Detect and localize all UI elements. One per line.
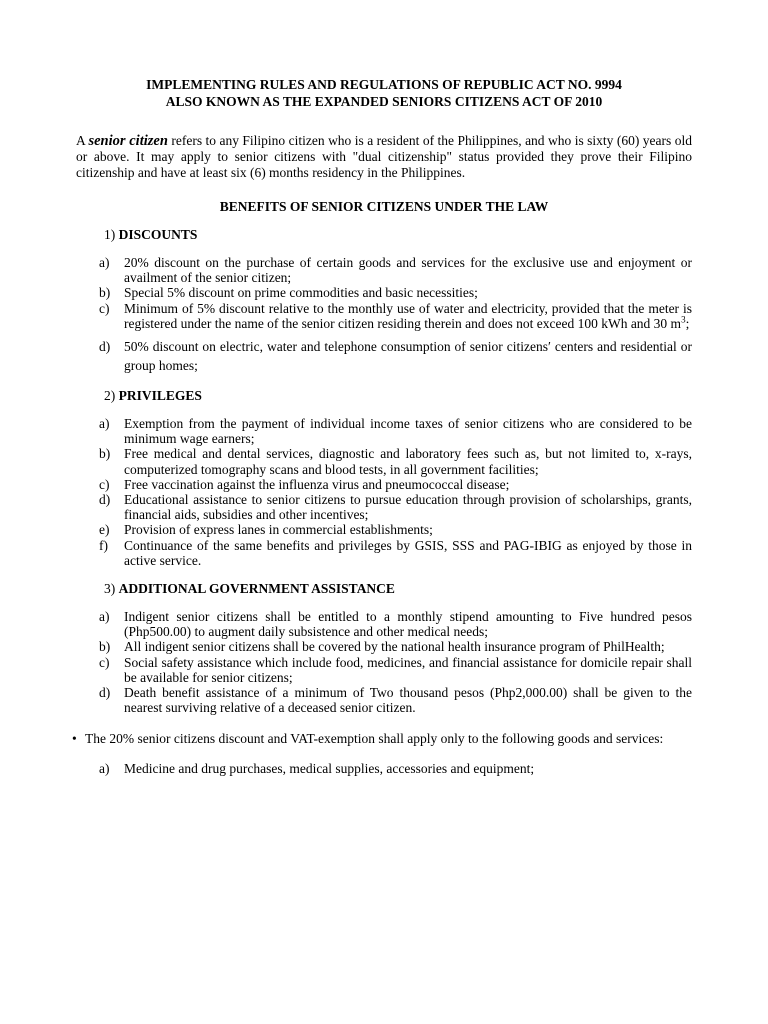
list-item-text: Indigent senior citizens shall be entitled to a monthly stipend amounting to Five hundred pesos (Php500.00) to augment daily subsistence and other medical needs;: [124, 609, 692, 640]
list-marker: b): [99, 285, 111, 301]
list-item-text: Free vaccination against the influenza virus and pneumococcal disease;: [124, 476, 510, 492]
list-item: [99, 654, 692, 685]
list-item-text: Medicine and drug purchases, medical supplies, accessories and equipment;: [124, 760, 535, 776]
list-item-text: Exemption from the payment of individual income taxes of senior citizens who are considered to be minimum wage earners;: [124, 416, 692, 447]
list-item: [99, 337, 692, 375]
list-marker: d): [99, 339, 111, 355]
senior-citizen-term: senior citizen: [88, 133, 168, 149]
list-marker: d): [99, 492, 111, 508]
list-item-text: Minimum of 5% discount relative to the monthly use of water and electricity, provided that the meter is registered under the name of the senior citizen residing therein and does not exceed 100 kWh and 30 m: [124, 300, 692, 331]
list-item: [99, 476, 692, 492]
section-heading-privileges: [104, 387, 692, 404]
list-item-text: 20% discount on the purchase of certain goods and services for the exclusive use and enjoyment or availment of the senior citizen;: [124, 255, 692, 286]
section-number: 1): [104, 227, 116, 242]
vat-note-text: The 20% senior citizens discount and VAT-exemption shall apply only to the following goods and services:: [85, 731, 664, 747]
list-item: [99, 492, 692, 523]
list-marker: e): [99, 522, 110, 538]
section-number: 3): [104, 581, 116, 597]
list-item: [99, 685, 692, 716]
list-marker: f): [99, 537, 108, 553]
bullet-marker: •: [72, 731, 77, 747]
privileges-list: [76, 416, 692, 568]
list-marker: a): [99, 760, 110, 776]
list-item-suffix: ;: [685, 315, 690, 331]
vat-goods-list: [76, 761, 692, 776]
discounts-list: [76, 255, 692, 375]
list-marker: c): [99, 300, 110, 316]
list-item-text: Special 5% discount on prime commodities and basic necessities;: [124, 285, 478, 301]
list-item-text: 50% discount on electric, water and telephone consumption of senior citizens′ centers and residential or group homes;: [124, 339, 692, 374]
list-marker: d): [99, 685, 111, 701]
list-item: [99, 522, 692, 538]
list-item-text: All indigent senior citizens shall be covered by the national health insurance program of PhilHealth;: [124, 639, 665, 655]
list-item-text: Death benefit assistance of a minimum of Two thousand pesos (Php2,000.00) shall be given to the nearest surviving relative of a deceased senior citizen.: [124, 685, 692, 716]
list-item: [99, 639, 692, 655]
section-heading-additional-assistance: [104, 580, 692, 597]
list-marker: a): [99, 609, 110, 625]
list-marker: c): [99, 476, 110, 492]
list-item: [99, 760, 692, 776]
title-line-1: IMPLEMENTING RULES AND REGULATIONS OF REPUBLIC ACT NO. 9994: [146, 77, 622, 92]
intro-paragraph: [76, 133, 692, 181]
list-item: [99, 446, 692, 477]
section-label: ADDITIONAL GOVERNMENT ASSISTANCE: [118, 581, 395, 597]
list-item: [99, 300, 692, 331]
list-marker: b): [99, 639, 111, 655]
list-item: [99, 285, 692, 301]
intro-prefix: A: [76, 133, 89, 148]
list-item: [99, 609, 692, 640]
assistance-list: [76, 609, 692, 715]
list-item: [99, 255, 692, 286]
list-marker: a): [99, 416, 110, 432]
intro-text: refers to any Filipino citizen who is a resident of the Philippines, and who is sixty (60) years old or above. It may apply to senior citizens with "dual citizenship" status provided they prove their Filipino citizenship and have at least six (6) months residency in the Philippines.: [76, 133, 692, 180]
list-item: [99, 416, 692, 447]
section-number: 2): [104, 388, 116, 404]
list-marker: a): [99, 255, 110, 270]
list-item-text: Free medical and dental services, diagnostic and laboratory fees such as, but not limited to, x-rays, computerized tomography scans and blood tests, in all government facilities;: [124, 446, 692, 477]
title-line-2: ALSO KNOWN AS THE EXPANDED SENIORS CITIZENS ACT OF 2010: [165, 94, 603, 109]
section-label: DISCOUNTS: [118, 227, 198, 242]
document-title: [76, 76, 692, 110]
section-label: PRIVILEGES: [118, 388, 202, 404]
list-item-text: Social safety assistance which include food, medicines, and financial assistance for domicile repair shall be available for senior citizens;: [124, 654, 692, 685]
list-marker: c): [99, 654, 110, 670]
vat-exemption-note: [72, 731, 692, 747]
list-item-text: Continuance of the same benefits and privileges by GSIS, SSS and PAG-IBIG as enjoyed by those in active service.: [124, 537, 692, 568]
section-heading-discounts: [104, 226, 692, 243]
list-item: [99, 537, 692, 568]
benefits-heading: BENEFITS OF SENIOR CITIZENS UNDER THE LAW: [219, 199, 549, 214]
list-marker: b): [99, 446, 111, 462]
list-item-text: Educational assistance to senior citizens to pursue education through provision of scholarships, grants, financial aids, subsidies and other incentives;: [124, 492, 692, 523]
list-item-text: Provision of express lanes in commercial establishments;: [124, 522, 433, 538]
superscript: 3: [681, 314, 686, 325]
